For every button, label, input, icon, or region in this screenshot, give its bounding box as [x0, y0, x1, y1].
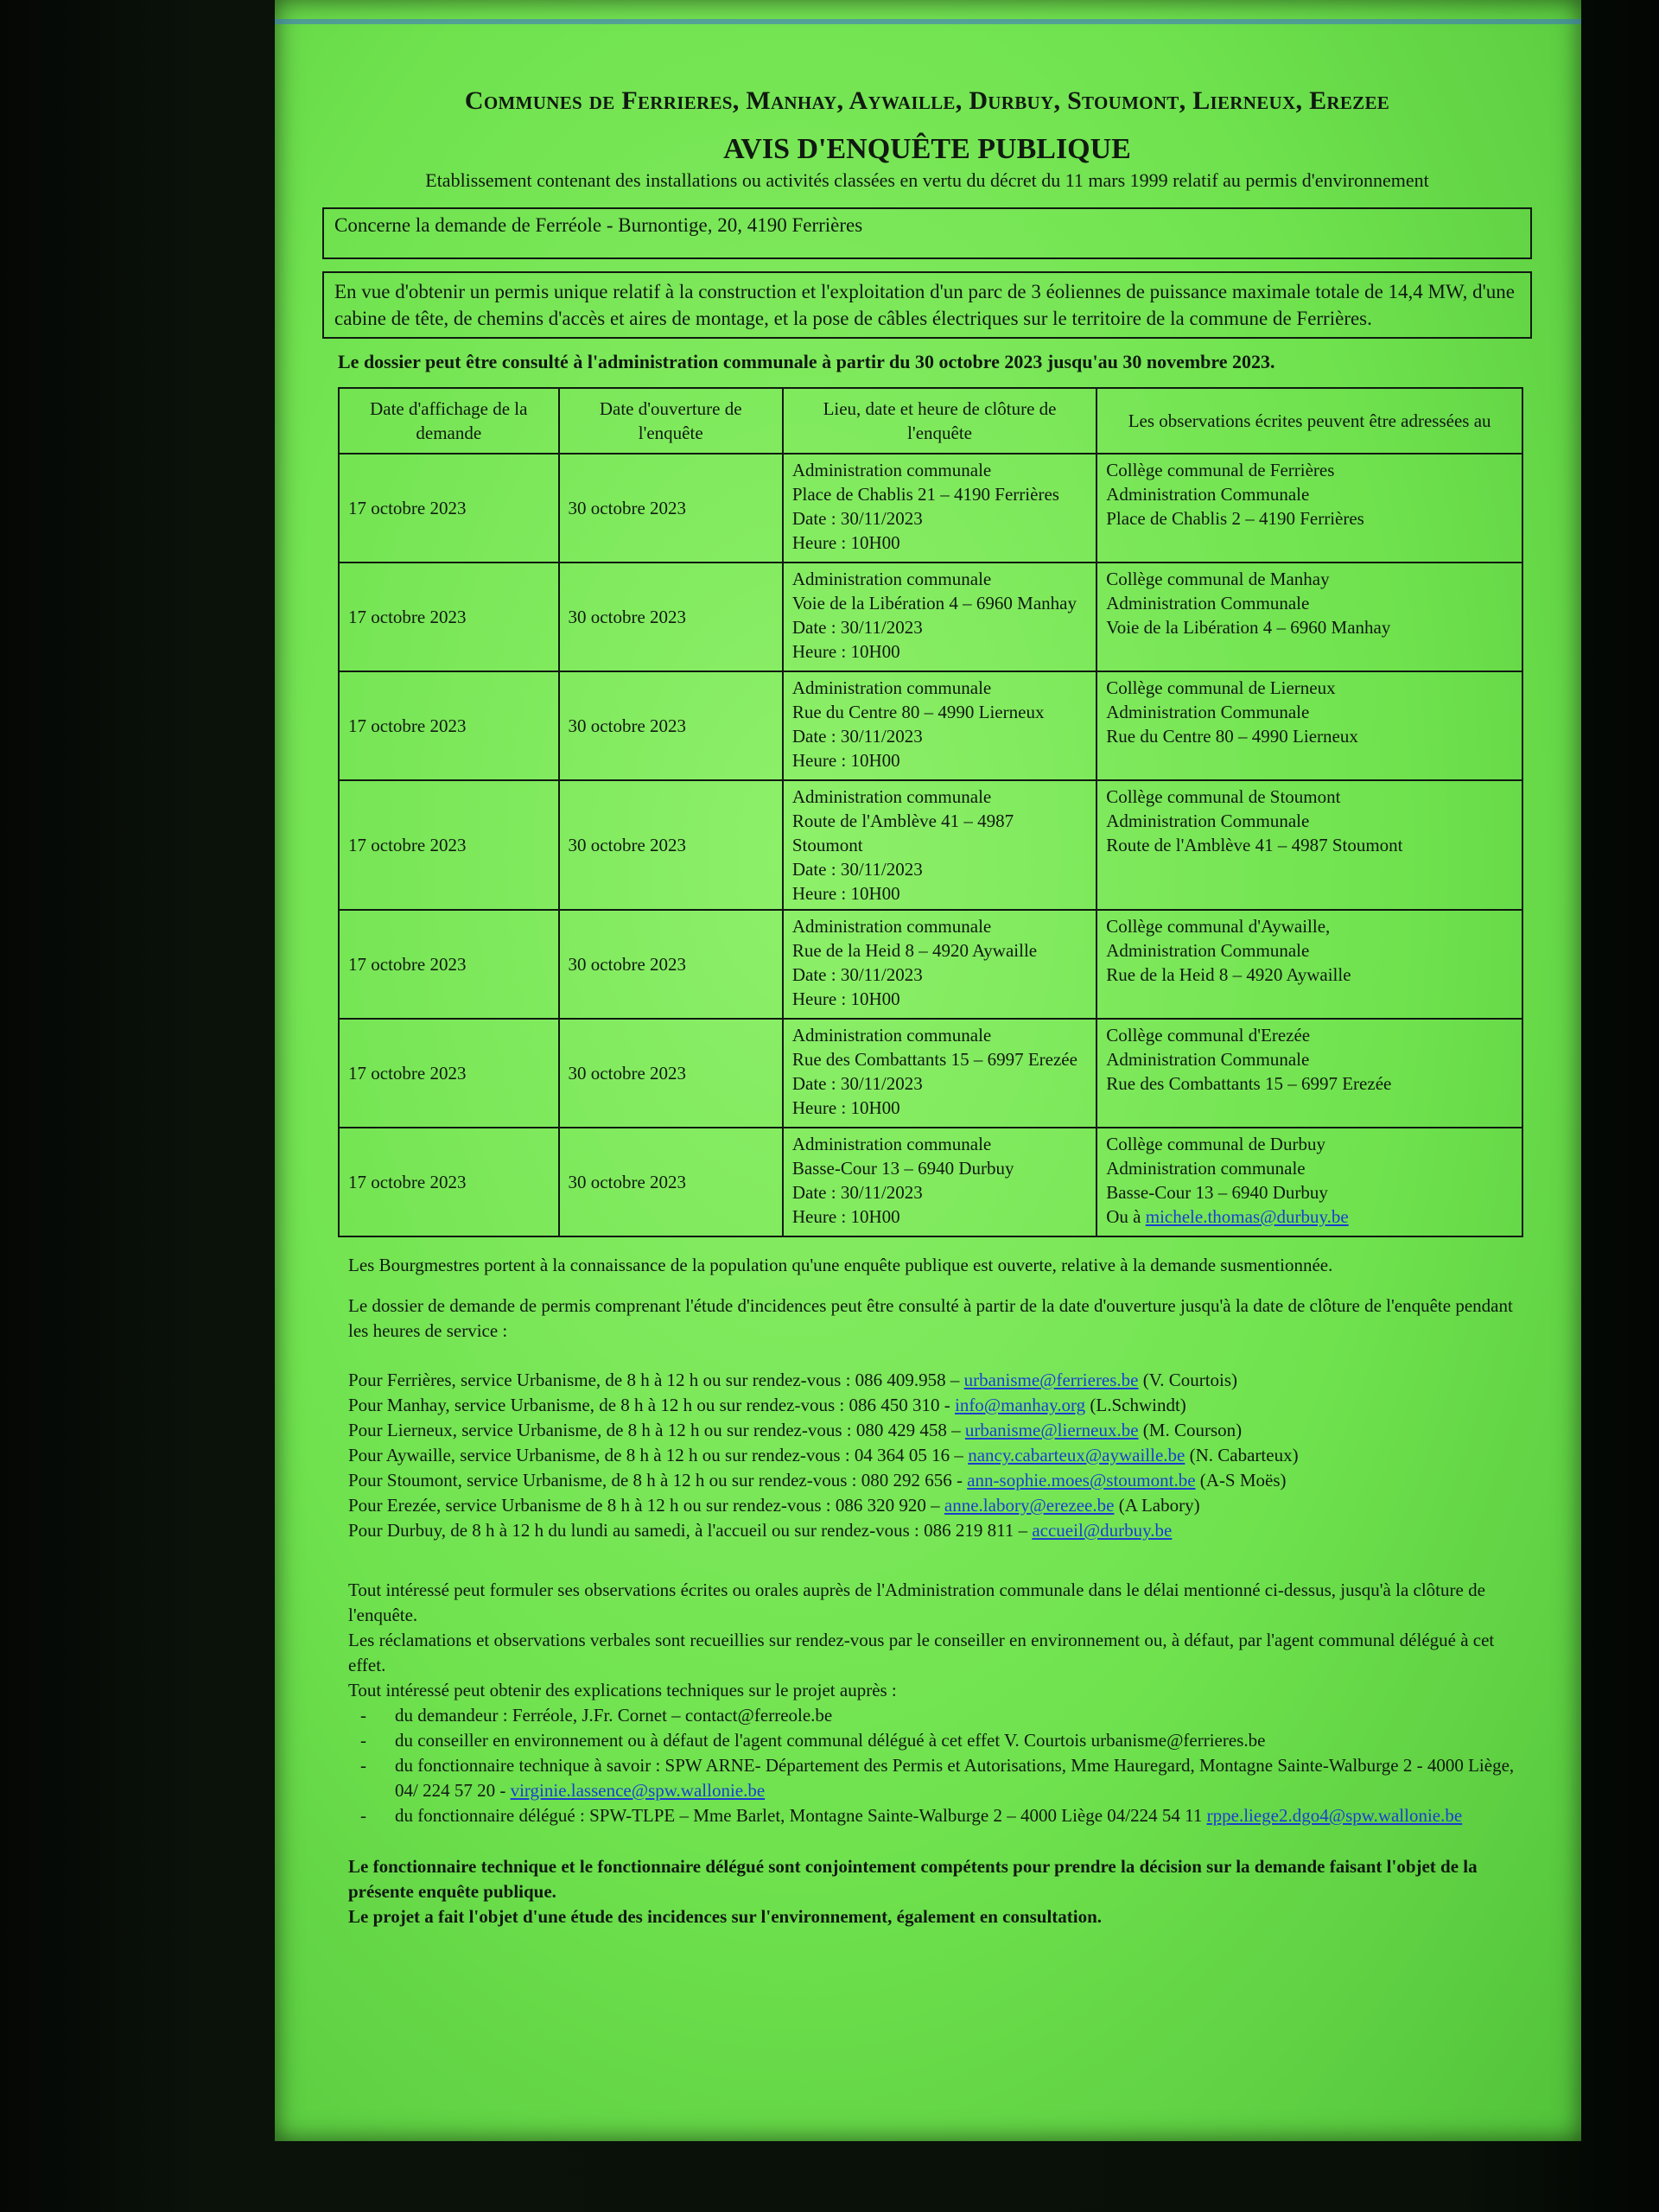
cell-lieu — [783, 454, 1096, 563]
lieu-line: Route de l'Amblève 41 – 4987 Stoumont — [791, 810, 1014, 855]
explications-intro: Tout intéressé peut obtenir des explications techniques sur le projet auprès : — [348, 1680, 897, 1700]
cell-observations — [1096, 671, 1522, 780]
contact-text: Pour Ferrières, service Urbanisme, de 8 h à 12 h ou sur rendez-vous : 086 409.958 – — [348, 1370, 964, 1390]
observations-line: Rue de la Heid 8 – 4920 Aywaille — [1106, 964, 1351, 985]
lieu-line: Date : 30/11/2023 — [791, 617, 923, 638]
cell-observations — [1096, 1019, 1522, 1128]
table-row — [339, 454, 1522, 563]
contact-line — [348, 1368, 1515, 1393]
contact-email-link[interactable]: ann-sophie.moes@stoumont.be — [967, 1470, 1196, 1491]
list-item — [360, 1753, 1515, 1803]
header-observations: Les observations écrites peuvent être adressées au — [1096, 388, 1522, 454]
consultation-period: Le dossier peut être consulté à l'administration communale à partir du 30 octobre 2023 jusqu'au 30 novembre 2023. — [338, 351, 1275, 372]
cell-ouverture: 30 octobre 2023 — [559, 780, 783, 910]
cell-affichage: 17 octobre 2023 — [339, 780, 559, 910]
lieu-line: Heure : 10H00 — [791, 1206, 900, 1227]
contact-person: (N. Cabarteux) — [1185, 1445, 1299, 1465]
header-ouverture: Date d'ouverture de l'enquête — [559, 388, 783, 454]
cell-lieu — [783, 1019, 1096, 1128]
contact-text: Pour Erezée, service Urbanisme de 8 h à 12 h ou sur rendez-vous : 086 320 920 – — [348, 1495, 944, 1516]
contact-person: (A Labory) — [1114, 1495, 1200, 1516]
lieu-line: Date : 30/11/2023 — [791, 1073, 923, 1094]
explication-text: du fonctionnaire technique à savoir : SPW ARNE- Département des Permis et Autorisations, Mme Hauregard, Montagne Sainte-Walburge 2 - 4000 Liège, 04/ 224 57 20 - — [395, 1755, 1515, 1801]
notice-subtitle: Etablissement contenant des installations ou activités classées en vertu du décret du 11 mars 1999 relatif au permis d'environnement — [425, 169, 1429, 191]
observations-line: Administration Communale — [1106, 1049, 1310, 1070]
contact-text: Pour Stoumont, service Urbanisme, de 8 h à 12 h ou sur rendez-vous : 080 292 656 - — [348, 1470, 968, 1491]
table-row — [339, 910, 1522, 1019]
table-row — [339, 671, 1522, 780]
observations-line: Collège communal de Stoumont — [1106, 786, 1341, 807]
lieu-line: Administration communale — [791, 460, 992, 480]
cell-ouverture: 30 octobre 2023 — [559, 671, 783, 780]
contact-line — [348, 1493, 1515, 1518]
communes-header: Communes de Ferrieres, Manhay, Aywaille, Durbuy, Stoumont, Lierneux, Erezee — [464, 86, 1390, 115]
observations-line: Collège communal de Ferrières — [1106, 460, 1335, 480]
observations-line: Collège communal de Lierneux — [1106, 677, 1336, 698]
cell-lieu — [783, 910, 1096, 1019]
lieu-line: Date : 30/11/2023 — [791, 726, 923, 747]
cell-affichage: 17 octobre 2023 — [339, 563, 559, 671]
lieu-line: Heure : 10H00 — [791, 988, 900, 1009]
cell-ouverture: 30 octobre 2023 — [559, 563, 783, 671]
contact-line — [348, 1468, 1515, 1493]
body-text — [348, 1253, 1515, 1929]
contact-line — [348, 1443, 1515, 1468]
cell-affichage: 17 octobre 2023 — [339, 671, 559, 780]
cell-ouverture: 30 octobre 2023 — [559, 1128, 783, 1236]
observations-line: Administration Communale — [1106, 810, 1310, 831]
contacts-list — [348, 1368, 1515, 1543]
lieu-line: Administration communale — [791, 916, 992, 937]
contact-email-link[interactable]: anne.labory@erezee.be — [944, 1495, 1115, 1516]
explication-text: du conseiller en environnement ou à défaut de l'agent communal délégué à cet effet V. Courtois urbanisme@ferrieres.be — [395, 1730, 1266, 1751]
contact-person: (V. Courtois) — [1138, 1370, 1238, 1390]
lieu-line: Date : 30/11/2023 — [791, 859, 923, 880]
contact-email-link[interactable]: accueil@durbuy.be — [1032, 1520, 1173, 1541]
cell-observations — [1096, 454, 1522, 563]
cell-observations — [1096, 910, 1522, 1019]
lieu-line: Administration communale — [791, 786, 992, 807]
screen-top-edge — [275, 19, 1581, 24]
email-link[interactable]: michele.thomas@durbuy.be — [1145, 1206, 1349, 1227]
object-box: En vue d'obtenir un permis unique relatif à la construction et l'exploitation d'un parc de 3 éoliennes de puissance maximale totale de 14,4 MW, d'une cabine de tête, de chemins d'accès et aires de montage, et la pose de câbles électriques sur le territoire de la commune de Ferrières. — [322, 271, 1532, 339]
lieu-line: Rue de la Heid 8 – 4920 Aywaille — [791, 940, 1038, 961]
header-lieu: Lieu, date et heure de clôture de l'enquête — [783, 388, 1096, 454]
observations-line: Collège communal de Durbuy — [1106, 1134, 1325, 1154]
contact-text: Pour Durbuy, de 8 h à 12 h du lundi au samedi, à l'accueil ou sur rendez-vous : 086 219 811 – — [348, 1520, 1033, 1541]
cell-affichage: 17 octobre 2023 — [339, 454, 559, 563]
cell-lieu — [783, 1128, 1096, 1236]
lieu-line: Administration communale — [791, 677, 992, 698]
lieu-line: Date : 30/11/2023 — [791, 964, 923, 985]
announce-paragraph: Les Bourgmestres portent à la connaissance de la population qu'une enquête publique est ouverte, relative à la demande susmentionnée. — [348, 1255, 1333, 1275]
observations-email-line — [1106, 1205, 1513, 1229]
explication-email-link[interactable]: rppe.liege2.dgo4@spw.wallonie.be — [1206, 1805, 1463, 1826]
observations-line: Administration Communale — [1106, 484, 1310, 505]
lieu-line: Place de Chablis 21 – 4190 Ferrières — [791, 484, 1059, 505]
contact-person: (M. Courson) — [1138, 1420, 1243, 1440]
table-row — [339, 1128, 1522, 1236]
contact-line — [348, 1418, 1515, 1443]
dossier-paragraph: Le dossier de demande de permis comprenant l'étude d'incidences peut être consulté à partir de la date d'ouverture jusqu'à la date de clôture de l'enquête pendant les heures de service : — [348, 1295, 1513, 1341]
cell-ouverture: 30 octobre 2023 — [559, 454, 783, 563]
observations-line: Rue des Combattants 15 – 6997 Erezée — [1106, 1073, 1392, 1094]
schedule-table — [338, 387, 1523, 1237]
notice-content — [322, 78, 1532, 1929]
explication-email-link[interactable]: virginie.lassence@spw.wallonie.be — [510, 1780, 766, 1801]
contact-text: Pour Lierneux, service Urbanisme, de 8 h à 12 h ou sur rendez-vous : 080 429 458 – — [348, 1420, 965, 1440]
observations-line: Administration Communale — [1106, 593, 1310, 613]
table-row — [339, 1019, 1522, 1128]
list-item — [360, 1803, 1515, 1828]
lieu-line: Heure : 10H00 — [791, 750, 900, 771]
lieu-line: Heure : 10H00 — [791, 641, 900, 662]
list-item — [360, 1703, 1515, 1728]
cell-observations — [1096, 1128, 1522, 1236]
observations-line: Rue du Centre 80 – 4990 Lierneux — [1106, 726, 1358, 747]
observations-line: Collège communal d'Erezée — [1106, 1025, 1311, 1046]
final-notes — [348, 1854, 1515, 1929]
contact-line — [348, 1393, 1515, 1418]
list-item — [360, 1728, 1515, 1753]
observations-line: Basse-Cour 13 – 6940 Durbuy — [1106, 1182, 1328, 1203]
lieu-line: Heure : 10H00 — [791, 883, 900, 904]
observations-paragraph: Tout intéressé peut formuler ses observations écrites ou orales auprès de l'Administration communale dans le délai mentionné ci-dessus, jusqu'à la clôture de l'enquête. — [348, 1580, 1485, 1625]
reclamations-paragraph: Les réclamations et observations verbales sont recueillies sur rendez-vous par le conseiller en environnement ou, à défaut, par l'agent communal délégué à cet effet. — [348, 1630, 1495, 1675]
contact-email-link[interactable]: nancy.cabarteux@aywaille.be — [968, 1445, 1185, 1465]
lieu-line: Rue du Centre 80 – 4990 Lierneux — [791, 702, 1045, 722]
cell-affichage: 17 octobre 2023 — [339, 1019, 559, 1128]
cell-affichage: 17 octobre 2023 — [339, 1128, 559, 1236]
contact-text: Pour Manhay, service Urbanisme, de 8 h à 12 h ou sur rendez-vous : 086 450 310 - — [348, 1395, 955, 1415]
contact-person: (A-S Moës) — [1195, 1470, 1287, 1491]
contact-text: Pour Aywaille, service Urbanisme, de 8 h à 12 h ou sur rendez-vous : 04 364 05 16 – — [348, 1445, 969, 1465]
observations-line: Place de Chablis 2 – 4190 Ferrières — [1106, 508, 1364, 529]
observations-line: Collège communal de Manhay — [1106, 569, 1330, 589]
cell-lieu — [783, 780, 1096, 910]
observations-line: Administration Communale — [1106, 940, 1310, 961]
table-row — [339, 563, 1522, 671]
schedule-body — [339, 454, 1522, 1236]
lieu-line: Administration communale — [791, 1025, 992, 1046]
lieu-line: Heure : 10H00 — [791, 532, 900, 553]
cell-lieu — [783, 671, 1096, 780]
final-note-competence: Le fonctionnaire technique et le fonctionnaire délégué sont conjointement compétents pour prendre la décision sur la demande faisant l'objet de la présente enquête publique. — [348, 1856, 1478, 1902]
cell-affichage: 17 octobre 2023 — [339, 910, 559, 1019]
observations-line: Collège communal d'Aywaille, — [1106, 916, 1331, 937]
table-header-row — [339, 388, 1522, 454]
cell-ouverture: 30 octobre 2023 — [559, 910, 783, 1019]
contact-person: (L.Schwindt) — [1085, 1395, 1186, 1415]
notice-poster — [275, 0, 1581, 2141]
cell-observations — [1096, 780, 1522, 910]
contact-email-link[interactable]: urbanisme@lierneux.be — [964, 1420, 1139, 1440]
lieu-line: Administration communale — [791, 1134, 992, 1154]
contact-email-link[interactable]: urbanisme@ferrieres.be — [963, 1370, 1139, 1390]
table-row — [339, 780, 1522, 910]
observations-line: Voie de la Libération 4 – 6960 Manhay — [1106, 617, 1391, 638]
email-prefix: Ou à — [1106, 1206, 1146, 1227]
header-affichage: Date d'affichage de la demande — [339, 388, 559, 454]
explication-text: du demandeur : Ferréole, J.Fr. Cornet – contact@ferreole.be — [395, 1705, 833, 1726]
lieu-line: Basse-Cour 13 – 6940 Durbuy — [791, 1158, 1014, 1179]
explications-list — [348, 1703, 1515, 1828]
observations-line: Administration Communale — [1106, 702, 1310, 722]
cell-lieu — [783, 563, 1096, 671]
observations-line: Administration communale — [1106, 1158, 1306, 1179]
final-note-incidences: Le projet a fait l'objet d'une étude des incidences sur l'environnement, également en consultation. — [348, 1906, 1103, 1927]
notice-title: AVIS D'ENQUÊTE PUBLIQUE — [723, 133, 1131, 165]
explication-text: du fonctionnaire délégué : SPW-TLPE – Mme Barlet, Montagne Sainte-Walburge 2 – 4000 Liège 04/224 54 11 — [395, 1805, 1207, 1826]
lieu-line: Voie de la Libération 4 – 6960 Manhay — [791, 593, 1077, 613]
lieu-line: Administration communale — [791, 569, 992, 589]
cell-observations — [1096, 563, 1522, 671]
cell-ouverture: 30 octobre 2023 — [559, 1019, 783, 1128]
lieu-line: Rue des Combattants 15 – 6997 Erezée — [791, 1049, 1077, 1070]
lieu-line: Date : 30/11/2023 — [791, 1182, 923, 1203]
contact-email-link[interactable]: info@manhay.org — [954, 1395, 1086, 1415]
observations-line: Route de l'Amblève 41 – 4987 Stoumont — [1106, 835, 1403, 855]
lieu-line: Heure : 10H00 — [791, 1097, 900, 1118]
concern-box: Concerne la demande de Ferréole - Burnontige, 20, 4190 Ferrières — [322, 207, 1532, 259]
contact-line — [348, 1518, 1515, 1543]
lieu-line: Date : 30/11/2023 — [791, 508, 923, 529]
